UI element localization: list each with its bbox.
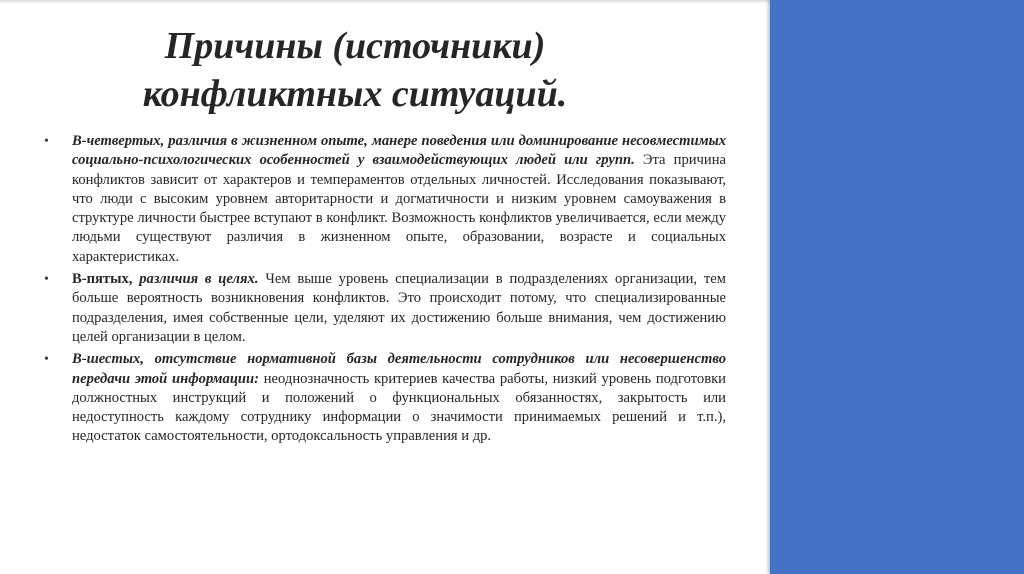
top-shadow xyxy=(0,0,770,4)
bullet-text: неоднозначность критериев качества работы, низкий уровень подготовки должностных инструкций и положений о функциональных обязанностях, закрытость или недоступность каждому сотруднику информации о значимости принимаемых решений и т.п.), недостаток самостоятельности, ортодоксальность управления и др. xyxy=(72,370,726,445)
slide-title xyxy=(60,22,650,118)
slide-title-line-2: конфликтных ситуаций. xyxy=(142,73,568,115)
bullet-text: Чем выше уровень специализации в подразделениях организации, тем больше вероятность возникновения конфликтов. Это происходит потому, что специализированные подразделения, имея собственные цели, уделяют их достижению больше внимания, чем достижению целей организации в целом. xyxy=(72,271,726,345)
bullet-icon: • xyxy=(44,272,49,288)
bullet-text: Эта причина конфликтов зависит от характеров и темпераментов отдельных личностей. Исследования показывают, что люди с высоким уровнем авторитарности и догматичности и низким уровнем самоуважения в структуре личности быстрее вступают в конфликт. Возможность конфликтов увеличивается, если между людьми существуют различия в жизненном опыте, образовании, возрасте и социальных характеристиках. xyxy=(72,152,726,265)
bullet-lead-italic: различия в целях. xyxy=(132,271,259,288)
bullet-icon: • xyxy=(44,134,49,149)
bullet-item-fourth xyxy=(40,132,726,267)
bullet-list xyxy=(40,132,726,450)
bullet-item-sixth xyxy=(40,350,726,446)
slide-title-line-1: Причины (источники) xyxy=(164,25,546,67)
bullet-lead-italic: В-шестых, отсутствие нормативной базы деятельности сотрудников или несовершенство передачи этой информации: xyxy=(72,351,726,387)
bullet-item-fifth xyxy=(40,270,726,347)
side-accent-panel xyxy=(770,0,1024,574)
bullet-icon: • xyxy=(44,352,49,368)
bullet-lead-italic: В-четвертых, различия в жизненном опыте, манере поведения или доминирование несовместимых социально-психологических особенностей у взаимодействующих людей или групп. xyxy=(72,133,726,169)
bullet-lead-bold: В-пятых, xyxy=(72,271,133,288)
